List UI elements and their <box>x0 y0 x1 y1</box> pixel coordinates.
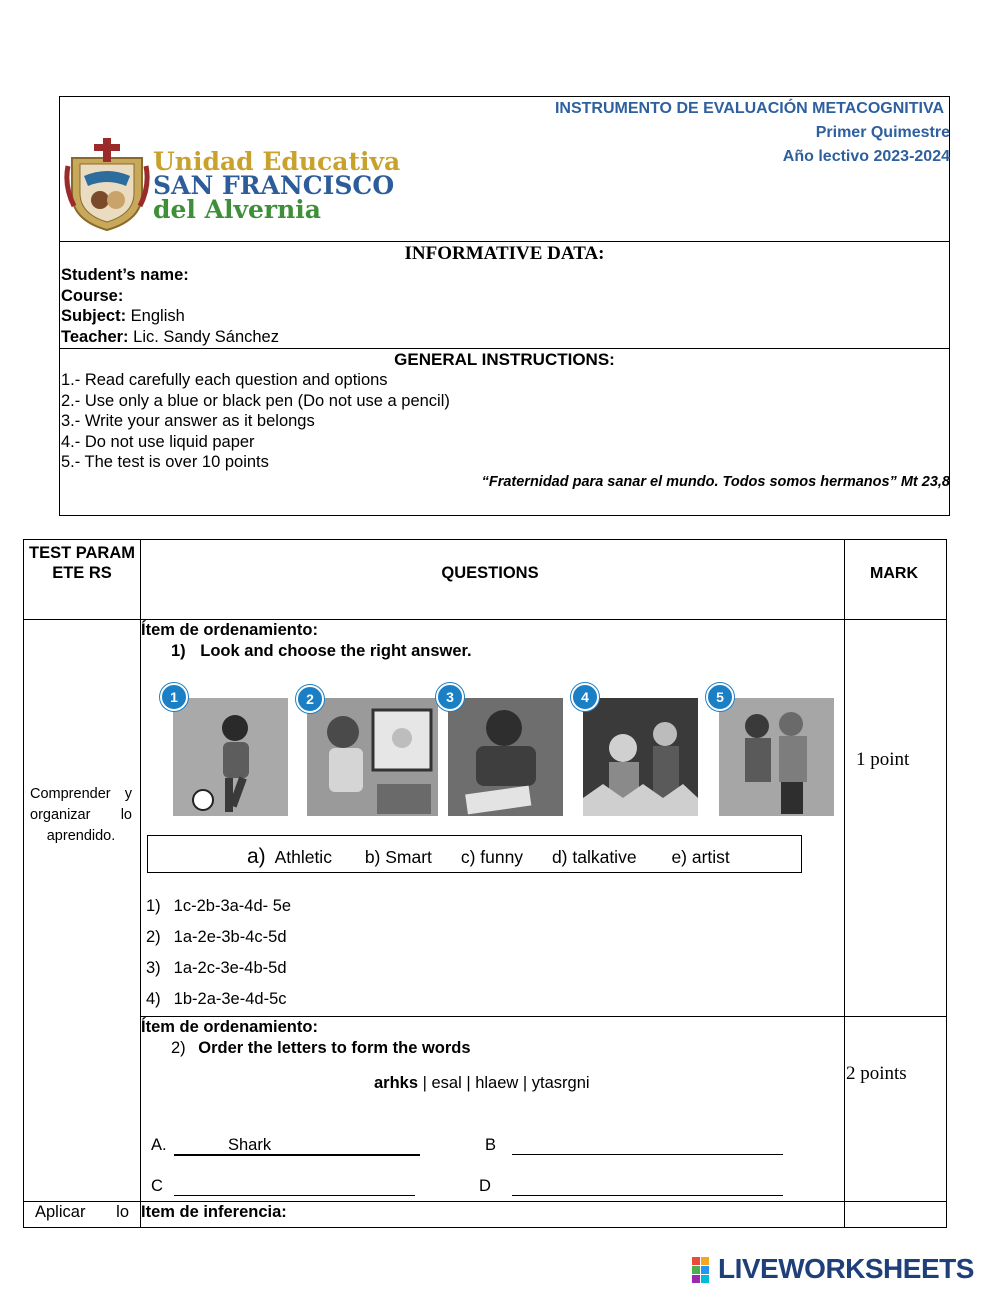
answer-text: 1a-2e-3b-4c-5d <box>173 928 287 946</box>
soccer-girl-illustration-icon <box>173 698 288 816</box>
subject-label: Subject: <box>61 307 127 326</box>
teacher-row <box>61 327 279 348</box>
subject-row <box>61 306 279 327</box>
course-label: Course: <box>61 286 124 305</box>
option-e: e) artist <box>671 847 730 867</box>
logo-line2: SAN FRANCISCO <box>153 171 395 200</box>
blank-c-label: C <box>151 1177 163 1195</box>
q1-number: 1) <box>171 642 186 660</box>
term-title: Primer Quimestre <box>815 124 950 141</box>
logo-line1: Unidad Educativa <box>153 147 401 176</box>
q2-number: 2) <box>171 1039 186 1057</box>
instructions-list <box>61 370 450 473</box>
picture-4-clowns <box>583 698 698 816</box>
parameter-apply-b: lo <box>116 1203 129 1221</box>
blank-b-label: B <box>485 1136 497 1154</box>
instruction-item: 5.- The test is over 10 points <box>61 453 269 472</box>
picture-number-4: 4 <box>571 683 599 711</box>
answer-number: 1) <box>146 897 161 915</box>
col-test-parameters-header: TEST PARAMETE RS <box>28 544 136 582</box>
answer-text: 1c-2b-3a-4d- 5e <box>173 897 292 915</box>
option-c: c) funny <box>460 847 524 867</box>
picture-number-1: 1 <box>160 683 188 711</box>
option-a-letter: a) <box>247 845 266 868</box>
answer-choice[interactable] <box>146 953 291 984</box>
instruction-item: 1.- Read carefully each question and options <box>61 371 388 389</box>
answer-choice[interactable] <box>146 984 291 1015</box>
picture-5-two-boys <box>719 698 834 816</box>
picture-number-2: 2 <box>296 685 324 713</box>
parameter-comprehend: Comprender y organizar lo aprendido. <box>30 786 132 844</box>
liveworksheets-logo <box>692 1255 992 1285</box>
clowns-illustration-icon <box>583 698 698 816</box>
scrambled-word-1: arhks <box>374 1074 419 1092</box>
painting-girl-illustration-icon <box>307 698 438 816</box>
parameter-apply-a: Aplicar <box>35 1203 86 1221</box>
school-logo <box>64 136 150 232</box>
picture-number-3: 3 <box>436 683 464 711</box>
scrambled-words-rest: | esal | hlaew | ytasrgni <box>418 1074 590 1092</box>
blank-a-label: A. <box>151 1136 167 1154</box>
blank-a-answer[interactable]: Shark <box>228 1136 272 1154</box>
q3-item-type: Item de inferencia: <box>141 1203 287 1221</box>
q2-item-type: Ítem de ordenamiento: <box>141 1018 318 1036</box>
answer-number: 4) <box>146 990 161 1008</box>
col-mark-header: MARK <box>870 565 918 582</box>
answer-number: 2) <box>146 928 161 946</box>
q1-answer-list <box>146 891 291 1015</box>
instruction-item: 3.- Write your answer as it belongs <box>61 412 315 431</box>
motto-quote: “Fraternidad para sanar el mundo. Todos somos hermanos” Mt 23,8 <box>481 474 950 490</box>
option-d: d) talkative <box>551 847 637 867</box>
blank-d-input[interactable] <box>512 1195 783 1196</box>
q1-options-row <box>247 845 730 869</box>
blank-a-line <box>174 1154 420 1156</box>
informative-data-fields <box>61 265 279 347</box>
keyboard-person-illustration-icon <box>448 698 563 816</box>
picture-3-keyboard-person <box>448 698 563 816</box>
school-year-title: Año lectivo 2023-2024 <box>782 148 950 165</box>
logo-line3: del Alvernia <box>153 195 321 224</box>
q2-scrambled-words <box>374 1074 590 1093</box>
instruction-item: 4.- Do not use liquid paper <box>61 432 255 451</box>
q2-mark: 2 points <box>846 1063 907 1084</box>
q2-prompt-row <box>171 1039 471 1058</box>
picture-2-painting-girl <box>307 698 438 816</box>
option-b: b) Smart <box>364 847 432 867</box>
blank-d-label: D <box>479 1177 491 1195</box>
blank-b-input[interactable] <box>512 1154 783 1155</box>
answer-choice[interactable] <box>146 891 291 922</box>
answer-text: 1a-2c-3e-4b-5d <box>173 959 287 977</box>
answer-number: 3) <box>146 959 161 977</box>
q1-prompt-row <box>171 642 472 661</box>
subject-value: English <box>126 307 185 326</box>
student-name-label: Student’s name: <box>61 266 189 284</box>
picture-number-5: 5 <box>706 683 734 711</box>
general-instructions-title: GENERAL INSTRUCTIONS: <box>394 350 615 369</box>
picture-1-soccer-girl <box>173 698 288 816</box>
liveworksheets-blocks-icon <box>692 1257 718 1283</box>
parameter-apply <box>35 1203 129 1222</box>
answer-text: 1b-2a-3e-4d-5c <box>173 990 287 1008</box>
school-crest-icon <box>64 136 150 232</box>
answer-choice[interactable] <box>146 922 291 953</box>
test-table <box>23 539 947 1228</box>
institution-title: INSTRUMENTO DE EVALUACIÓN METACOGNITIVA <box>554 100 944 117</box>
option-a: Athletic <box>274 847 332 867</box>
instruction-item: 2.- Use only a blue or black pen (Do not use a pencil) <box>61 391 450 410</box>
blank-c-input[interactable] <box>174 1195 415 1196</box>
teacher-label: Teacher: <box>61 327 129 346</box>
liveworksheets-wordmark: LIVEWORKSHEETS <box>718 1253 974 1284</box>
col-questions-header: QUESTIONS <box>441 564 539 582</box>
q1-prompt: Look and choose the right answer. <box>200 642 472 660</box>
two-boys-illustration-icon <box>719 698 834 816</box>
teacher-value: Lic. Sandy Sánchez <box>128 327 279 346</box>
q1-item-type: Ítem de ordenamiento: <box>141 621 318 639</box>
q1-mark: 1 point <box>856 749 910 770</box>
informative-data-title: INFORMATIVE DATA: <box>404 243 605 264</box>
q2-prompt: Order the letters to form the words <box>198 1039 471 1057</box>
